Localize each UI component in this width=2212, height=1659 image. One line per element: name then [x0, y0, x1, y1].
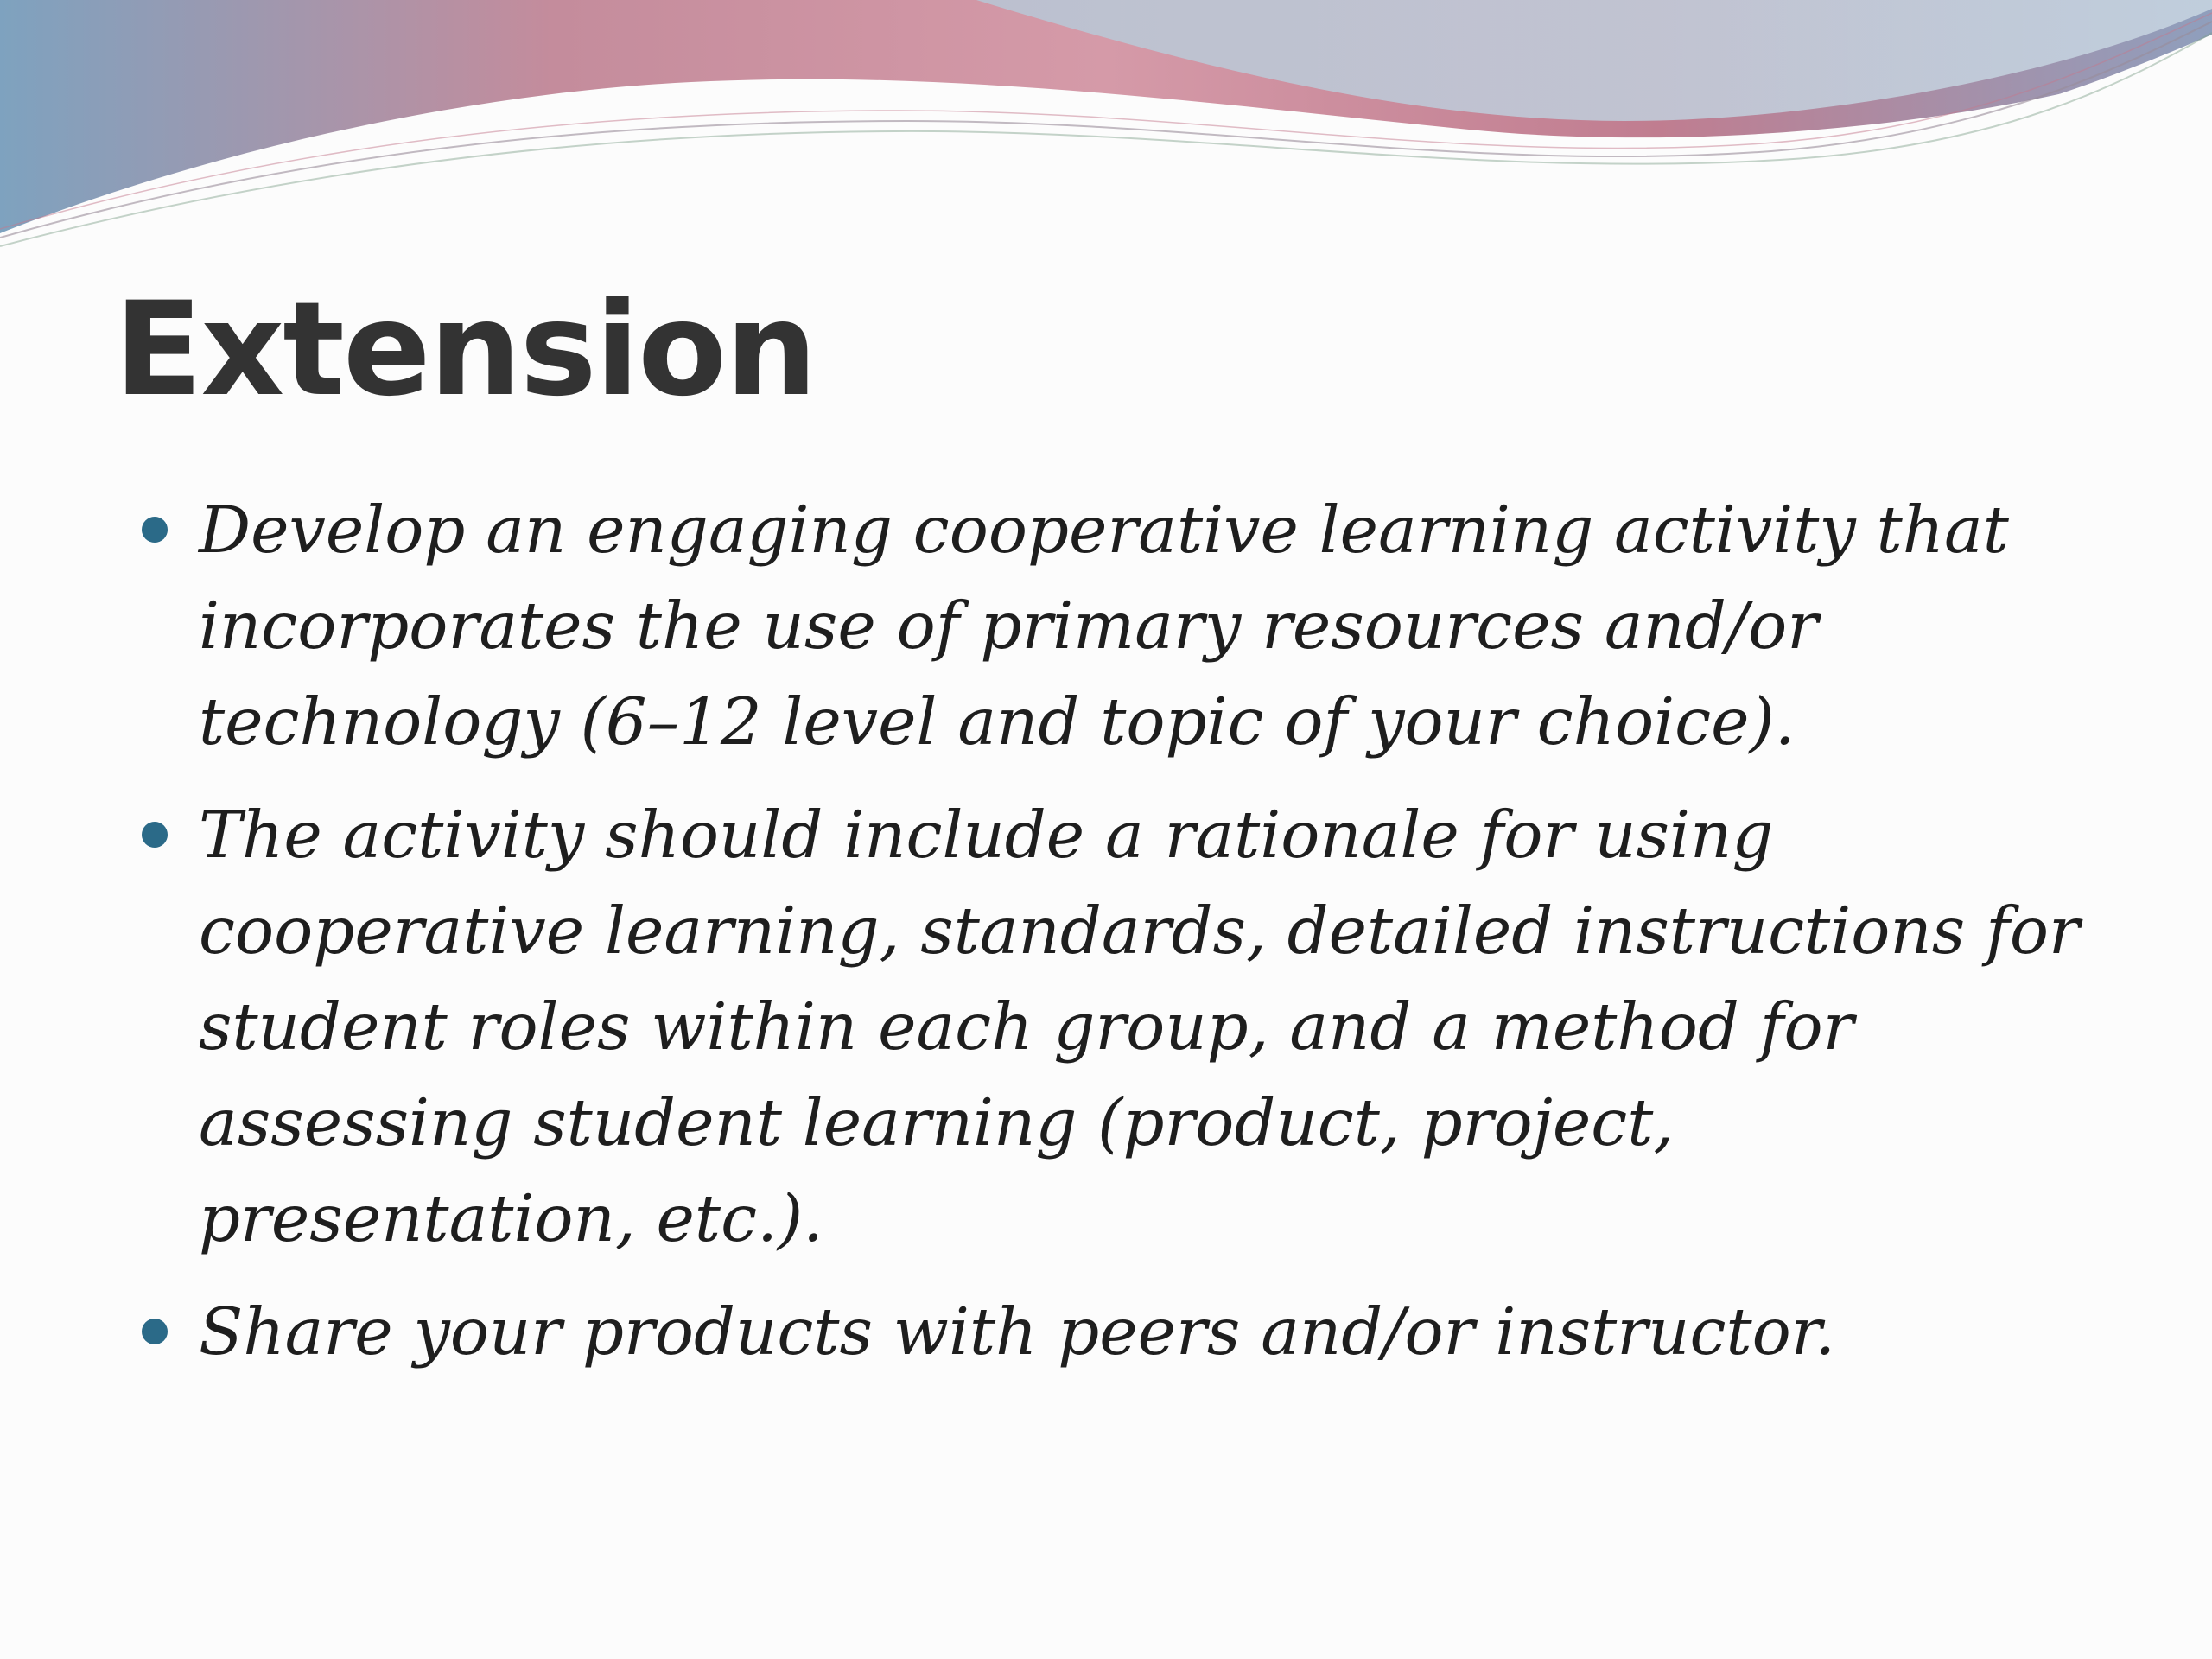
bullet-dot-icon — [142, 517, 168, 543]
bullet-list — [199, 482, 2082, 1397]
bullet-item — [199, 1284, 2082, 1380]
bullet-text: The activity should include a rationale for using cooperative learning, standards, detailed instructions for student roles within each group, and a method for assessing student learning (product, project, presentation, etc.). — [199, 797, 2080, 1256]
bullet-item — [199, 787, 2082, 1267]
bullet-text: Share your products with peers and/or instructor. — [199, 1294, 1836, 1370]
bullet-text: Develop an engaging cooperative learning activity that incorporates the use of primary resources and/or technology (6–12 level and topic of your choice). — [199, 492, 2009, 760]
bullet-dot-icon — [142, 1319, 168, 1344]
bullet-dot-icon — [142, 822, 168, 848]
slide-title: Extension — [114, 275, 816, 425]
header-wave-decoration — [0, 0, 2212, 259]
bullet-item — [199, 482, 2082, 770]
